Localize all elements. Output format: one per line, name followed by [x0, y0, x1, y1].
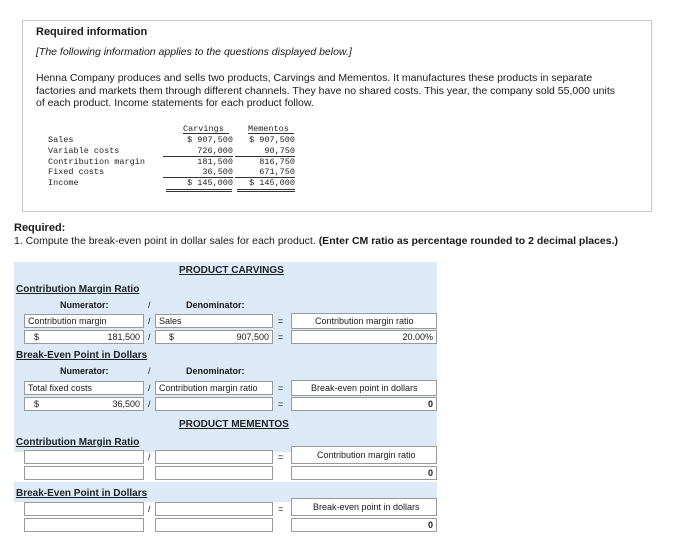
mementos-fixed-value-cell[interactable]	[24, 518, 144, 532]
mementos-cm-value-cell[interactable]	[24, 466, 144, 480]
mementos-fixed-label-cell[interactable]	[24, 502, 144, 516]
mementos-be-title: Break-Even Point in Dollars	[16, 488, 148, 499]
mementos-title: PRODUCT MEMENTOS	[179, 419, 289, 430]
col-header-mementos: Mementos	[248, 124, 289, 134]
required-heading: Required:	[14, 222, 66, 234]
carvings-denominator-label: Denominator:	[186, 300, 245, 310]
carvings-fixed-value-cell[interactable]: $ 36,500	[24, 397, 144, 411]
slash-3: /	[148, 332, 151, 342]
col-underline-mementos	[248, 133, 294, 134]
carvings-cm-label-cell[interactable]: Contribution margin	[24, 314, 144, 328]
eq-4: =	[278, 399, 284, 409]
income-mementos-fixed: 671,750	[235, 167, 295, 178]
carvings-be-title: Break-Even Point in Dollars	[16, 350, 148, 361]
eq-6: =	[278, 504, 284, 514]
carvings-cm-ratio-value[interactable]: 20.00%	[291, 330, 437, 344]
carvings-numerator-label: Numerator:	[60, 300, 109, 310]
income-label-sales: Sales	[48, 135, 74, 145]
slash-8: /	[148, 504, 151, 514]
mementos-cm-ratio-title: Contribution Margin Ratio	[16, 437, 140, 448]
income-carvings-sales: $ 907,500	[187, 135, 233, 145]
mementos-cm-result-label: Contribution margin ratio	[291, 446, 437, 464]
mementos-sales-label-cell[interactable]	[155, 450, 273, 464]
carvings-be-result-label: Break-even point in dollars	[291, 380, 437, 396]
mementos-cm-ratio-value[interactable]: 0	[291, 466, 437, 480]
income-carvings-cm: 181,500	[197, 157, 233, 167]
slash-5: /	[148, 383, 151, 393]
double-underline-mementos	[237, 189, 295, 192]
mementos-be-result-label: Break-even point in dollars	[291, 498, 437, 516]
income-carvings-variable: 726,000	[163, 146, 233, 157]
slash-1: /	[148, 300, 151, 310]
slash-7: /	[148, 452, 151, 462]
mementos-cmr-value-cell[interactable]	[155, 518, 273, 532]
income-label-fixed: Fixed costs	[48, 167, 105, 177]
carvings-be-denominator-label: Denominator:	[186, 366, 245, 376]
mementos-be-value[interactable]: 0	[291, 518, 437, 532]
carvings-sales-value-cell[interactable]: $ 907,500	[155, 330, 273, 344]
carvings-cm-value-cell[interactable]: $ 181,500	[24, 330, 144, 344]
col-underline-carvings	[183, 133, 229, 134]
income-mementos-variable: 90,750	[235, 146, 295, 157]
eq-5: =	[278, 452, 284, 462]
income-mementos-sales: $ 907,500	[249, 135, 295, 145]
carvings-fixed-label-cell[interactable]: Total fixed costs	[24, 381, 144, 395]
income-mementos-income: $ 145,000	[249, 178, 295, 188]
slash-6: /	[148, 399, 151, 409]
following-note: [The following information applies to the questions displayed below.]	[36, 46, 352, 58]
question-main: 1. Compute the break-even point in dollar sales for each product.	[14, 235, 316, 247]
income-label-variable: Variable costs	[48, 146, 120, 156]
income-mementos-cm: 816,750	[259, 157, 295, 167]
double-underline-carvings	[166, 189, 232, 192]
question-text	[14, 235, 618, 247]
mementos-sales-value-cell[interactable]	[155, 466, 273, 480]
income-carvings-income: $ 145,000	[187, 178, 233, 188]
carvings-title: PRODUCT CARVINGS	[179, 265, 284, 276]
carvings-cm-ratio-title: Contribution Margin Ratio	[16, 284, 140, 295]
income-label-income: Income	[48, 178, 79, 188]
col-header-carvings: Carvings	[183, 124, 224, 134]
carvings-be-value[interactable]: 0	[291, 397, 437, 411]
mementos-cm-label-cell[interactable]	[24, 450, 144, 464]
eq-1: =	[278, 316, 284, 326]
carvings-cmr-label-cell[interactable]: Contribution margin ratio	[155, 381, 273, 395]
eq-3: =	[278, 383, 284, 393]
slash-4: /	[148, 366, 151, 376]
carvings-cmr-value-cell[interactable]	[155, 397, 273, 411]
income-label-cm: Contribution margin	[48, 157, 145, 167]
carvings-sales-label-cell[interactable]: Sales	[155, 314, 273, 328]
required-information-heading: Required information	[36, 26, 148, 38]
slash-2: /	[148, 316, 151, 326]
income-carvings-fixed: 36,500	[163, 167, 233, 178]
eq-2: =	[278, 332, 284, 342]
problem-description: Henna Company produces and sells two products, Carvings and Mementos. It manufactures these products in separate factories and markets them through different channels. They have no shared costs. This year, the company sold 55,000 units of each product. Income statements for each product follow.	[36, 72, 616, 109]
question-instruction: (Enter CM ratio as percentage rounded to 2 decimal places.)	[318, 235, 619, 247]
carvings-be-numerator-label: Numerator:	[60, 366, 109, 376]
mementos-cmr-label-cell[interactable]	[155, 502, 273, 516]
carvings-cm-result-label: Contribution margin ratio	[291, 313, 437, 329]
